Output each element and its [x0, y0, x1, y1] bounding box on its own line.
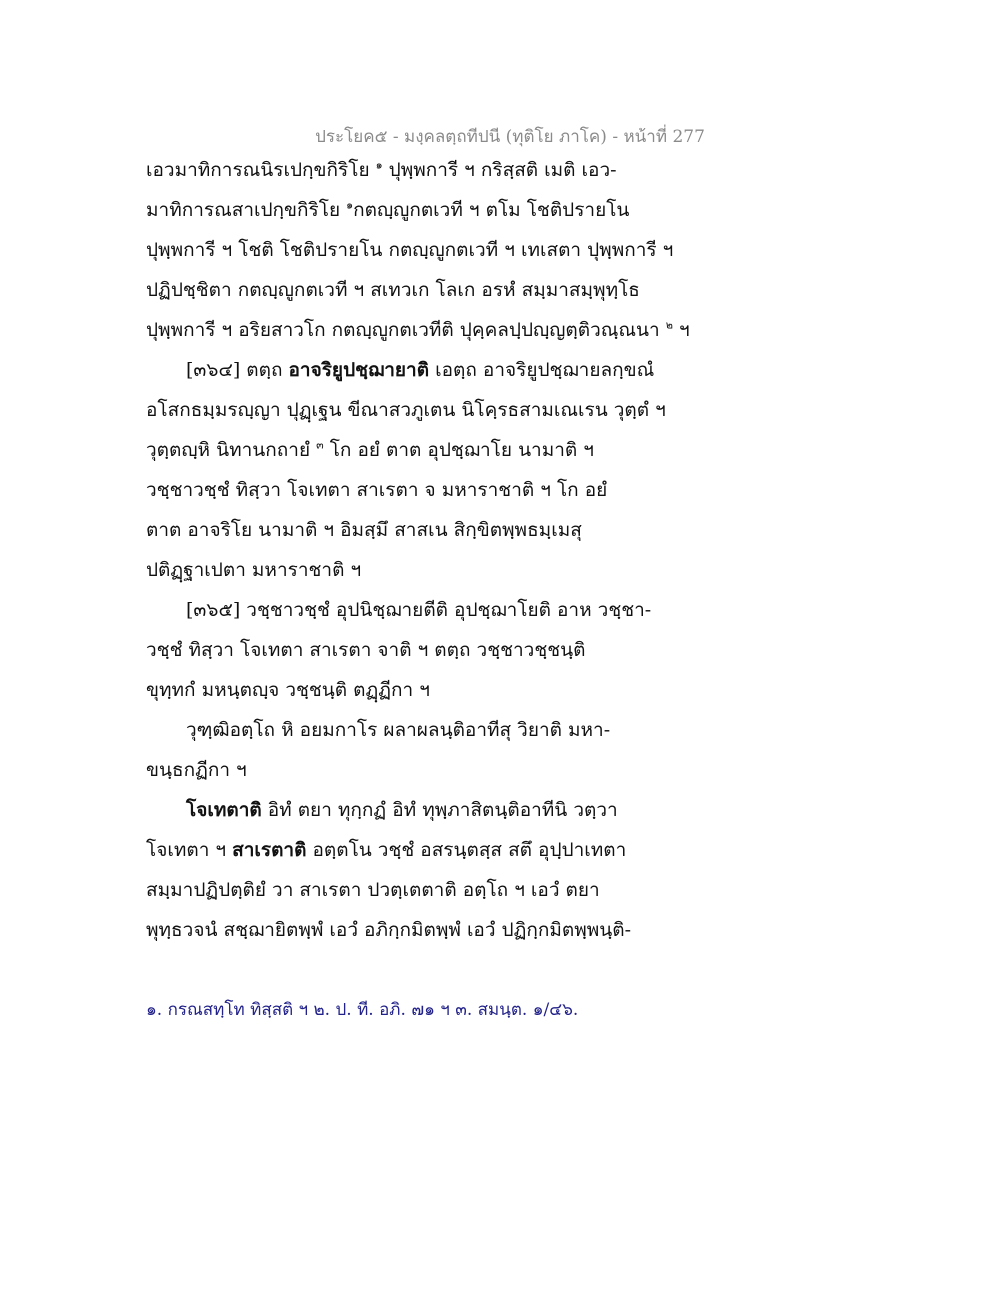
text-line [146, 550, 786, 590]
line-text: สมฺมาปฏิปตฺติยํ วา สาเรตา ปวตฺเตตาติ อตฺโถ ฯ เอวํ ตยา [146, 879, 600, 901]
text-line [146, 670, 786, 710]
line-text: เอวมาทิการณนิรเปกฺขกิริโย [146, 159, 376, 181]
footnote-ref: ๓ [316, 438, 324, 452]
running-header-text: ประโยค๕ - มงฺคลตฺถทีปนี (ทุติโย ภาโค) - หน้าที่ 277 [315, 127, 705, 147]
line-text: ปุพฺพการี ฯ อริยสาวโก กตญฺญูกตเวทีติ ปุคฺคลปฺปญฺญตฺติวณฺณนา [146, 319, 666, 341]
text-line [146, 390, 786, 430]
line-text: ฯ [672, 319, 690, 341]
text-line [146, 830, 786, 870]
text-line [146, 590, 786, 630]
text-line [146, 510, 786, 550]
text-line [146, 750, 786, 790]
text-line [146, 710, 786, 750]
line-text: อิทํ ตยา ทุกฺกฏํ อิทํ ทุพฺภาสิตนฺติอาทีนิ วตฺวา [261, 799, 618, 821]
text-line [146, 270, 786, 310]
line-text: [๓๖๕] วชฺชาวชฺชํ อุปนิชฺฌายตีติ อุปชฺฌาโยติ อาห วชฺชา- [186, 599, 652, 621]
text-line [146, 630, 786, 670]
line-text: ปุพฺพการี ฯ โชติ โชติปรายโน กตญฺญูกตเวที ฯ เทเสตา ปุพฺพการี ฯ [146, 239, 674, 261]
bold-term: อาจริยูปชฺฌายาติ [288, 359, 430, 381]
line-text: อโสกธมฺมรญฺญา ปุฏฺเฐน ขีณาสวภูเตน นิโคฺรธสามเณเรน วุตฺตํ ฯ [146, 399, 666, 421]
line-text: ขุทฺทกํ มหนฺตญฺจ วชฺชนฺติ ตฏฺฏีกา ฯ [146, 679, 430, 701]
body-text [146, 150, 786, 950]
footnote-ref: ๑ [375, 158, 383, 172]
line-text: วชฺชาวชฺชํ ทิสฺวา โจเทตา สาเรตา จ มหาราชาติ ฯ โก อยํ [146, 479, 608, 501]
text-line [146, 350, 786, 390]
text-line [146, 470, 786, 510]
footnote-ref: ๒ [665, 318, 673, 332]
text-line [146, 310, 786, 350]
line-text: มาทิการณสาเปกฺขกิริโย [146, 199, 347, 221]
text-line [146, 150, 786, 190]
line-text: โก อยํ ตาต อุปชฺฌาโย นามาติ ฯ [323, 439, 594, 461]
line-text: อตฺตโน วชฺชํ อสรนฺตสฺส สตึ อุปฺปาเทตา [306, 839, 627, 861]
line-text: พุทฺธวจนํ สชฺฌายิตพฺพํ เอวํ อภิกฺกมิตพฺพํ เอวํ ปฏิกฺกมิตพฺพนฺติ- [146, 919, 632, 941]
line-text: ปุพฺพการี ฯ กริสฺสติ เมติ เอว- [382, 159, 617, 181]
line-text: วชฺชํ ทิสฺวา โจเทตา สาเรตา จาติ ฯ ตตฺถ วชฺชาวชฺชนฺติ [146, 639, 586, 661]
line-text: เอตฺถ อาจริยูปชฺฌายลกฺขณํ [429, 359, 655, 381]
text-line [146, 430, 786, 470]
bold-term: โจเทตาติ [186, 799, 262, 821]
line-text: [๓๖๔] ตตฺถ [186, 359, 289, 381]
line-text: ขนฺธกฏีกา ฯ [146, 759, 247, 781]
line-text: โจเทตา ฯ [146, 839, 233, 861]
text-line [146, 870, 786, 910]
text-line [146, 230, 786, 270]
text-line [146, 190, 786, 230]
footnote-ref: ๑ [346, 198, 354, 212]
footnotes: ๑. กรณสทฺโท ทิสฺสติ ฯ ๒. ป. ที. อภิ. ๗๑ ฯ ๓. สมนฺต. ๑/๔๖. [146, 1000, 579, 1020]
line-text: วุตฺตญฺหิ นิทานกถายํ [146, 439, 317, 461]
line-text: กตญฺญูกตเวที ฯ ตโม โชติปรายโน [353, 199, 630, 221]
bold-term: สาเรตาติ [232, 839, 307, 861]
text-line [146, 910, 786, 950]
page-header [0, 123, 1000, 150]
line-text: วุฑฺฒิอตฺโถ หิ อยมกาโร ผลาผลนฺติอาทีสุ วิยาติ มหา- [186, 719, 611, 741]
line-text: ปฏิปชฺชิตา กตญฺญูกตเวที ฯ สเทวเก โลเก อรหํ สมฺมาสมฺพุทฺโธ [146, 279, 640, 301]
text-line [146, 790, 786, 830]
line-text: ปติฏฺฐาเปตา มหาราชาติ ฯ [146, 559, 362, 581]
line-text: ตาต อาจริโย นามาติ ฯ อิมสฺมึ สาสเน สิกฺขิตพฺพธมฺเมสุ [146, 519, 582, 541]
